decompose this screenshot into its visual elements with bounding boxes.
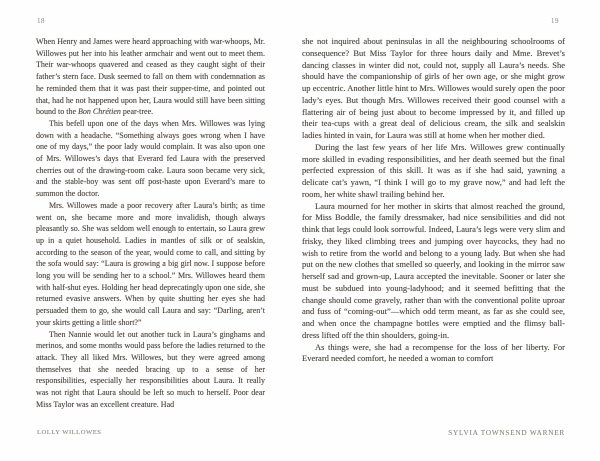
page-right-text — [302, 36, 565, 365]
text-segment: This befell upon one of the days when Mrs. Willowes was lying down with a headache. “Something always goes wrong when I have one of my days,” the poor lady would complain. It was also upon one of Mrs. Willowes’s days that Everard fed Laura with the preserved cherries out of the drawing-room cake. Laura soon became very sick, and the stable-boy was sent off post-haste upon Everard’s mare to summon the doctor. — [36, 118, 265, 199]
running-footer-book-title: LOLLY WILLOWES — [37, 429, 102, 436]
paragraph — [36, 36, 265, 118]
text-segment: Mrs. Willowes made a poor recovery after Laura’s birth; as time went on, she became more and more invalidish, though always pleasantly so. She was seldom well enough to entertain, so Laura grew up in a quiet household. Ladies in mantles of silk or of sealskin, according to the season of the year, would come to call, and sitting by the sofa would say: “Laura is growing a big girl now. I suppose before long you will be sending her to a school.” Mrs. Willowes heard them with half-shut eyes. Holding her head deprecatingly upon one side, she returned evasive answers. When by quite shutting her eyes she had persuaded them to go, she would call Laura and say: “Darling, aren’t your skirts getting a little short?” — [36, 200, 265, 327]
page-number-right: 19 — [551, 17, 559, 25]
text-segment: During the last few years of her life Mrs. Willowes grew continually more skilled in evading responsibilities, and her death seemed but the final perfected expression of this skill. It was as if she had said, yawning a delicate cat’s yawn, “I think I will go to my grave now,” and had left the room, her white shawl trailing behind her. — [302, 141, 565, 199]
paragraph — [302, 201, 565, 342]
paragraph — [36, 200, 265, 329]
paragraph — [36, 118, 265, 200]
paragraph — [36, 329, 265, 411]
text-segment: As things were, she had a recompense for the loss of her liberty. For Everard needed comfort, he needed a woman to comfort — [302, 341, 565, 364]
text-segment: she not inquired about peninsulas in all the neighbouring schoolrooms of consequence? But Miss Taylor for three hours daily and Mme. Brevet’s dancing classes in winter did not, could not, supply all Laura’s needs. She should have the companionship of girls of her own age, or she might grow up eccentric. Another little hint to Mrs. Willowes would surely open the poor lady’s eyes. But though Mrs. Willowes received their good counsel with a flattering air of being just about to become impressed by it, and filled up their tea-cups with a great deal of delicious cream, the silk and sealskin ladies hinted in vain, for Laura was still at home when her mother died. — [302, 36, 565, 140]
text-segment: pear-tree. — [120, 107, 154, 117]
paragraph — [302, 36, 565, 142]
text-segment: Then Nannie would let out another tuck in Laura’s ginghams and merinos, and some months would pass before the ladies returned to the attack. They all liked Mrs. Willowes, but they were agreed among themselves that she needed bracing up to a sense of her responsibilities, especially her responsibilities about Laura. It really was not right that Laura should be left so much to herself. Poor dear Miss Taylor was an excellent creature. Had — [36, 329, 265, 409]
page-left-text — [36, 36, 265, 411]
italic-text-segment: Bon Chrétien — [78, 107, 121, 117]
page-number-left: 18 — [37, 17, 45, 25]
page-left — [36, 0, 265, 461]
paragraph — [302, 142, 565, 201]
running-footer-author-name: SYLVIA TOWNSEND WARNER — [448, 429, 565, 437]
paragraph — [302, 342, 565, 366]
text-segment: When Henry and James were heard approaching with war-whoops, Mr. Willowes put her into his leather armchair and went out to meet them. Their war-whoops quavered and ceased as they caught sight of their father’s stern face. Dusk seemed to fall on them with condemnation as he reminded them that it was past their supper-time, and pointed out that, had he not happened upon her, Laura would still have been sitting bound to the — [36, 37, 265, 117]
page-right — [302, 0, 565, 461]
text-segment: Laura mourned for her mother in skirts that almost reached the ground, for Miss Boddle, the family dressmaker, had nice sensibilities and did not think that legs could look sorrowful. Indeed, Laura’s legs were very slim and frisky, they liked climbing trees and jumping over haycocks, they had no wish to retire from the world and belong to a young lady. But when she had put on the new clothes that smelled so queerly, and looking in the mirror saw herself sad and grown-up, Laura accepted the inevitable. Sooner or later she must be subdued into young-ladyhood; and it seemed befitting that the change should come gravely, rather than with the conventional polite uproar and fuss of “coming-out”—which odd term meant, as far as she could see, and when once the champagne bottles were emptied and the flimsy ball-dress lifted off the thin shoulders, going-in. — [302, 200, 565, 340]
